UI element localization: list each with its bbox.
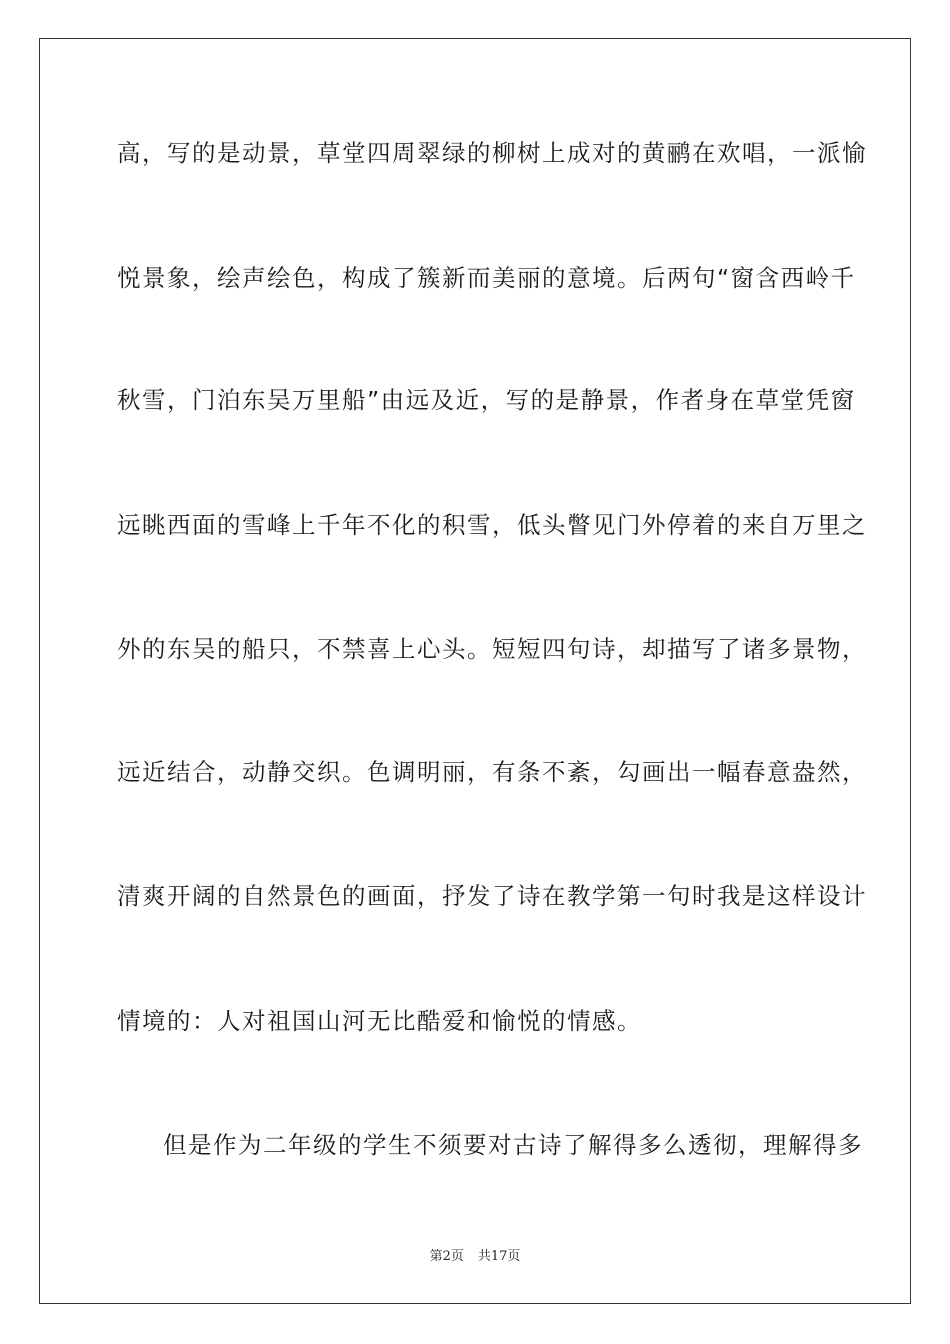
page-footer: [0, 1248, 950, 1266]
paragraph-line: 清爽开阔的自然景色的画面，抒发了诗在教学第一句时我是这样设计: [117, 882, 867, 910]
paragraph-line: 情境的：人对祖国山河无比酷爱和愉悦的情感。: [117, 1007, 642, 1035]
paragraph-line: 秋雪，门泊东吴万里船”由远及近，写的是静景，作者身在草堂凭窗: [117, 386, 856, 414]
page-total: 共17页: [477, 1249, 521, 1264]
paragraph-line: 外的东吴的船只，不禁喜上心头。短短四句诗，却描写了诸多景物，: [117, 635, 867, 663]
page-border: [39, 38, 911, 1304]
paragraph-line: 远眺西面的雪峰上千年不化的积雪，低头瞥见门外停着的来自万里之: [117, 511, 867, 539]
paragraph-line: 高，写的是动景，草堂四周翠绿的柳树上成对的黄鹂在欢唱，一派愉: [117, 139, 867, 167]
paragraph-line: 但是作为二年级的学生不须要对古诗了解得多么透彻，理解得多: [163, 1131, 863, 1159]
page-number: 第2页: [429, 1249, 464, 1264]
paragraph-line: 远近结合，动静交织。色调明丽，有条不紊，勾画出一幅春意盎然，: [117, 758, 867, 786]
paragraph-line: 悦景象，绘声绘色，构成了簇新而美丽的意境。后两句“窗含西岭千: [117, 264, 856, 292]
